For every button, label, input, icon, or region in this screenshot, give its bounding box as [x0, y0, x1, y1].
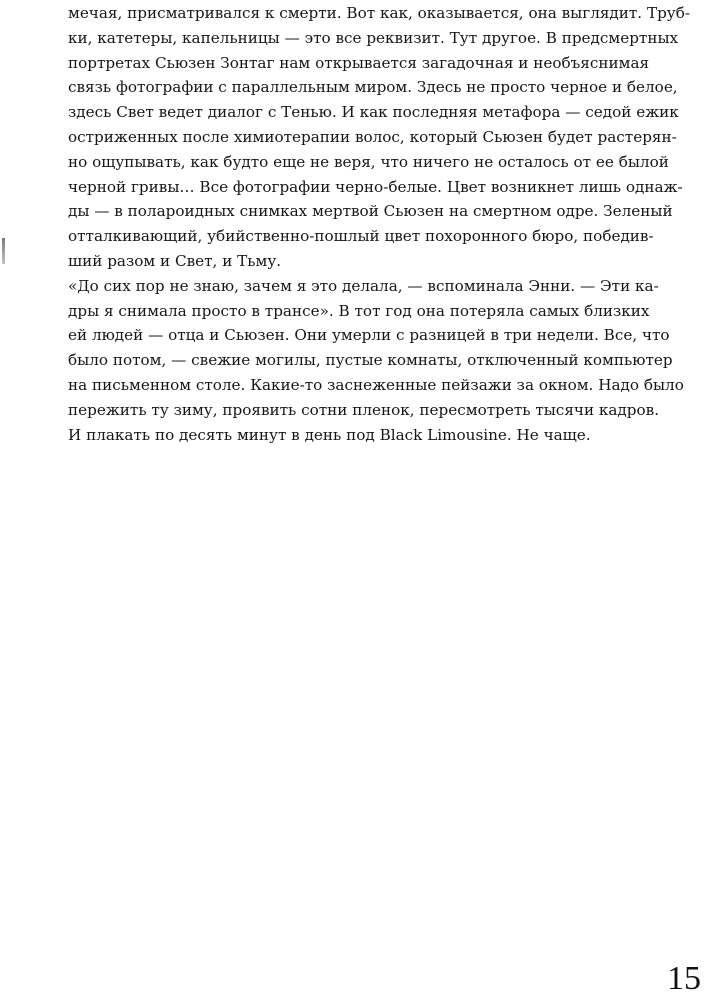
text-line: отталкивающий, убийственно-пошлый цвет похоронного бюро, победив-: [68, 227, 654, 246]
scan-margin-mark: [2, 238, 5, 264]
text-line: но ощупывать, как будто еще не веря, что ничего не осталось от ее былой: [68, 152, 669, 171]
text-line: мечая, присматривался к смерти. Вот как, оказывается, она выглядит. Труб-: [68, 4, 691, 22]
text-line: дры я снимала просто в трансе». В тот год она потеряла самых близких: [68, 301, 650, 320]
text-line: было потом, — свежие могилы, пустые комнаты, отключенный компьютер: [68, 351, 673, 370]
text-line: «До сих пор не знаю, зачем я это делала, — вспоминала Энни. — Эти ка-: [68, 276, 659, 295]
paragraph-last-line: И плакать по десять минут в день под Black Limousine. Не чаще.: [68, 425, 591, 444]
text-line: черной гривы… Все фотографии черно-белые. Цвет возникнет лишь однаж-: [68, 177, 683, 196]
body-text: [68, 1, 691, 447]
text-line: ей людей — отца и Сьюзен. Они умерли с разницей в три недели. Все, что: [68, 326, 670, 345]
text-line: ки, катетеры, капельницы — это все реквизит. Тут другое. В предсмертных: [68, 28, 679, 47]
text-line: здесь Свет ведет диалог с Тенью. И как последняя метафора — седой ежик: [68, 103, 679, 122]
page-number: 15: [667, 960, 701, 997]
text-line: остриженных после химиотерапии волос, который Сьюзен будет растерян-: [68, 127, 677, 146]
text-line: ды — в полароидных снимках мертвой Сьюзен на смертном одре. Зеленый: [68, 202, 673, 221]
text-line: связь фотографии с параллельным миром. Здесь не просто черное и белое,: [68, 78, 678, 97]
paragraph-last-line: ший разом и Свет, и Тьму.: [68, 251, 282, 270]
text-line: на письменном столе. Какие-то заснеженные пейзажи за окном. Надо было: [68, 375, 684, 394]
text-line: пережить ту зиму, проявить сотни пленок, пересмотреть тысячи кадров.: [68, 400, 660, 419]
text-line: портретах Сьюзен Зонтаг нам открывается загадочная и необъяснимая: [68, 53, 650, 72]
